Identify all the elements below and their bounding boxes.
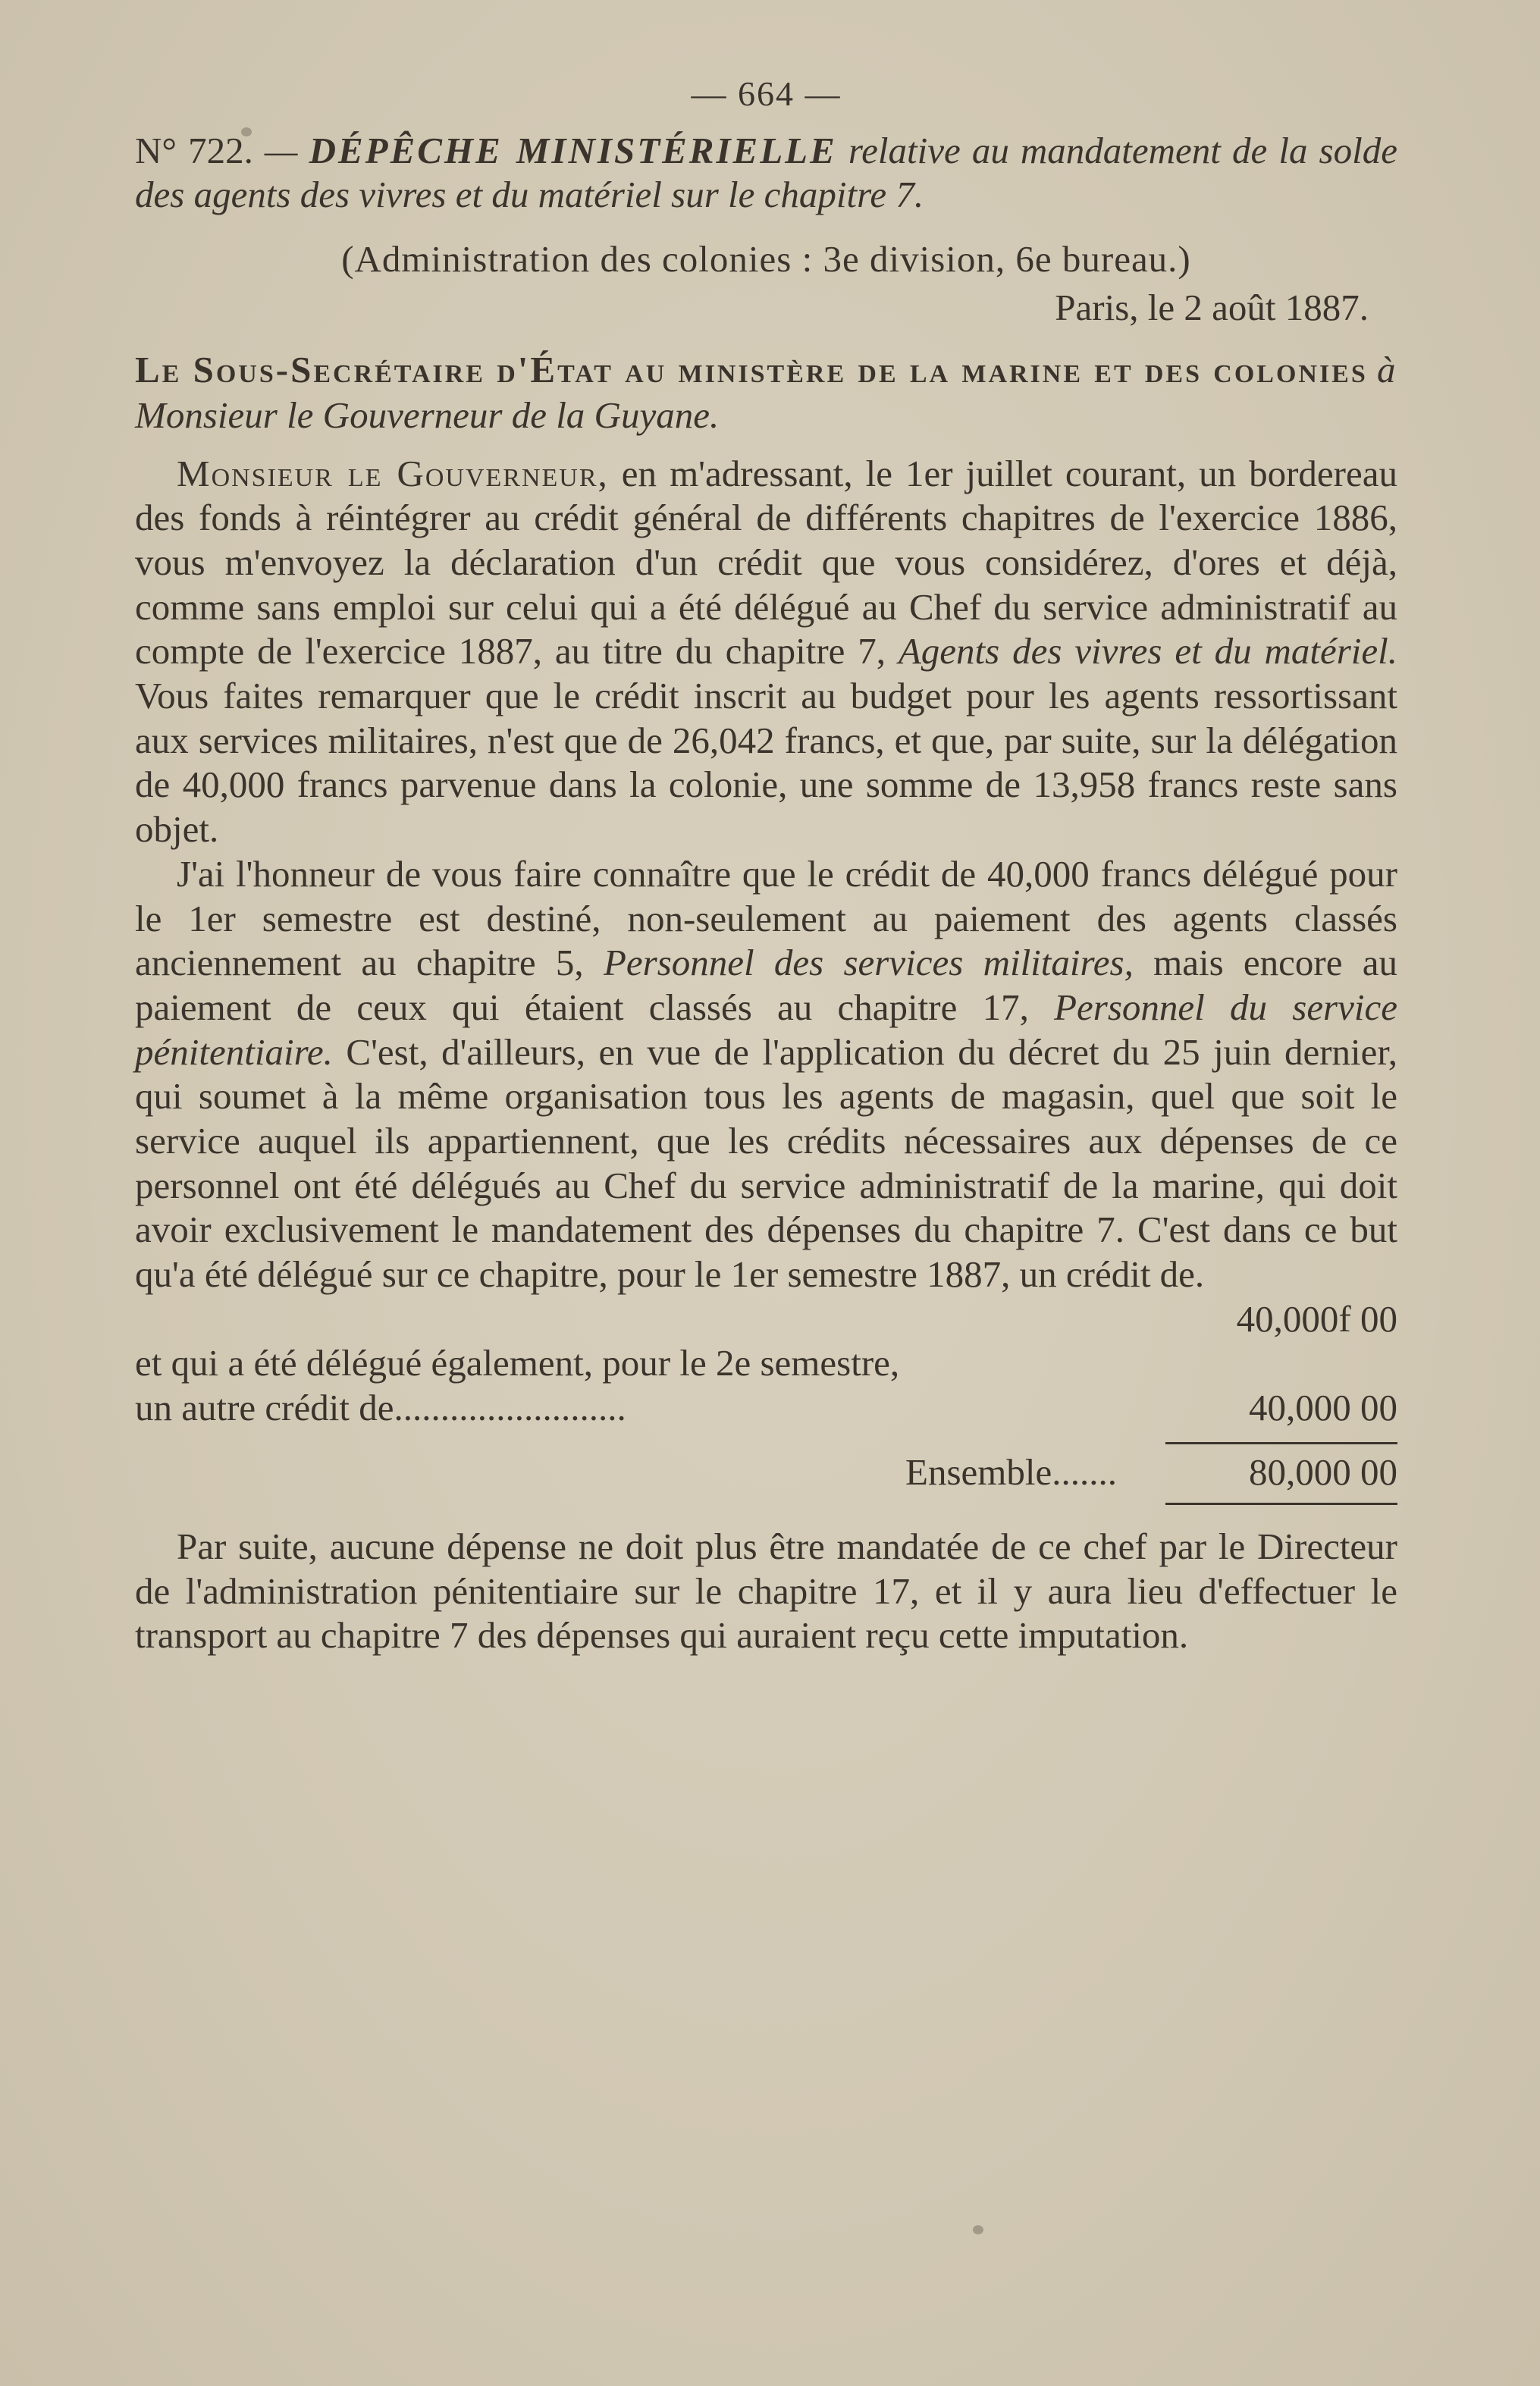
paragraph-2-text-b: mais encore au paiement de ceux qui étaient classés au chapitre 17,	[135, 942, 1398, 1028]
administration-line: (Administration des colonies : 3e division, 6e bureau.)	[341, 237, 1191, 280]
paragraph-3: Par suite, aucune dépense ne doit plus être mandatée de ce chef par le Directeur de l'administration pénitentiaire sur le chapitre 17, et il y aura lieu d'effectuer le transport au chapitre 7 des dépenses qui auraient reçu cette imputation.	[135, 1525, 1397, 1657]
date-line: Paris, le 2 août 1887.	[1055, 287, 1369, 328]
paragraph-2-italic-a: Personnel des services militaires,	[603, 942, 1134, 984]
document-number: N° 722.	[135, 129, 253, 171]
heading-recipient: à Monsieur le Gouverneur de la Guyane.	[135, 348, 1396, 436]
paragraph-2-italic-b: Personnel du service pénitentiaire.	[135, 986, 1397, 1073]
second-semester-line: et qui a été délégué également, pour le 2e semestre,	[135, 1342, 900, 1384]
paragraph-2-text-a: J'ai l'honneur de vous faire connaître que le crédit de 40,000 francs délégué pour le 1er semestre est destiné, non-seulement au paiement des agents classés anciennement au chapitre 5,	[135, 852, 1397, 984]
total-value: 80,000 00	[1249, 1451, 1397, 1494]
letter-heading	[135, 347, 1397, 438]
amount-row-1	[135, 1297, 1397, 1342]
amount-1: 40,000f 00	[1236, 1297, 1397, 1340]
paragraph-1-text-a: en m'adressant, le 1er juillet courant, un bordereau des fonds à réintégrer au crédit général de différents chapitres de l'exercice 1886, vous m'envoyez la déclaration d'un crédit que vous considérez, d'ores et déjà, comme sans emploi sur celui qui a été délégué au Chef du service administratif au compte de l'exercice 1887, au titre du chapitre 7,	[135, 452, 1397, 673]
paragraph-2	[135, 852, 1397, 1297]
paragraph-1-text-b: Vous faites remarquer que le crédit inscrit au budget pour les agents ressortissant aux services militaires, n'est que de 26,042 francs, et que, par suite, sur la délégation de 40,000 francs parvenue dans la colonie, une somme de 13,958 francs reste sans objet.	[135, 675, 1397, 851]
heading-sender: Le Sous-Secrétaire d'État au ministère de la marine et des colonies	[135, 348, 1368, 390]
salutation: Monsieur le Gouverneur,	[177, 452, 609, 494]
other-credit-line: un autre crédit de.........................	[135, 1386, 626, 1428]
title-caps: DÉPÊCHE MINISTÉRIELLE	[309, 129, 837, 171]
ink-smudge-bottom	[973, 2225, 983, 2234]
amount-row-2	[135, 1341, 1397, 1386]
paragraph-2-text-c: C'est, d'ailleurs, en vue de l'application du décret du 25 juin dernier, qui soumet à la même organisation tous les agents de magasin, quel que soit le service auquel ils appartiennent, que les crédits nécessaires aux dépenses de ce personnel ont été délégués au Chef du service administratif de la marine, qui doit avoir exclusivement le mandatement des dépenses du chapitre 7. C'est dans ce but qu'a été délégué sur ce chapitre, pour le 1er semestre 1887, un crédit de.	[135, 1030, 1397, 1296]
paragraph-1	[135, 452, 1397, 852]
paragraph-1-italic: Agents des vivres et du matériel.	[898, 630, 1397, 673]
total-row	[135, 1450, 1397, 1495]
document-title	[135, 129, 1397, 218]
sum-rule-bottom	[1165, 1503, 1397, 1505]
page-number: — 664 —	[691, 74, 842, 113]
title-rest: relative au mandatement de la solde des agents des vivres et du matériel sur le chapitre 7.	[135, 129, 1397, 215]
title-dash: —	[252, 129, 309, 171]
total-label: Ensemble.......	[905, 1451, 1117, 1494]
amount-2: 40,000 00	[1249, 1386, 1397, 1428]
page-text	[135, 72, 1397, 1658]
amount-row-3	[135, 1386, 1397, 1431]
sum-rule-top	[1165, 1442, 1397, 1444]
